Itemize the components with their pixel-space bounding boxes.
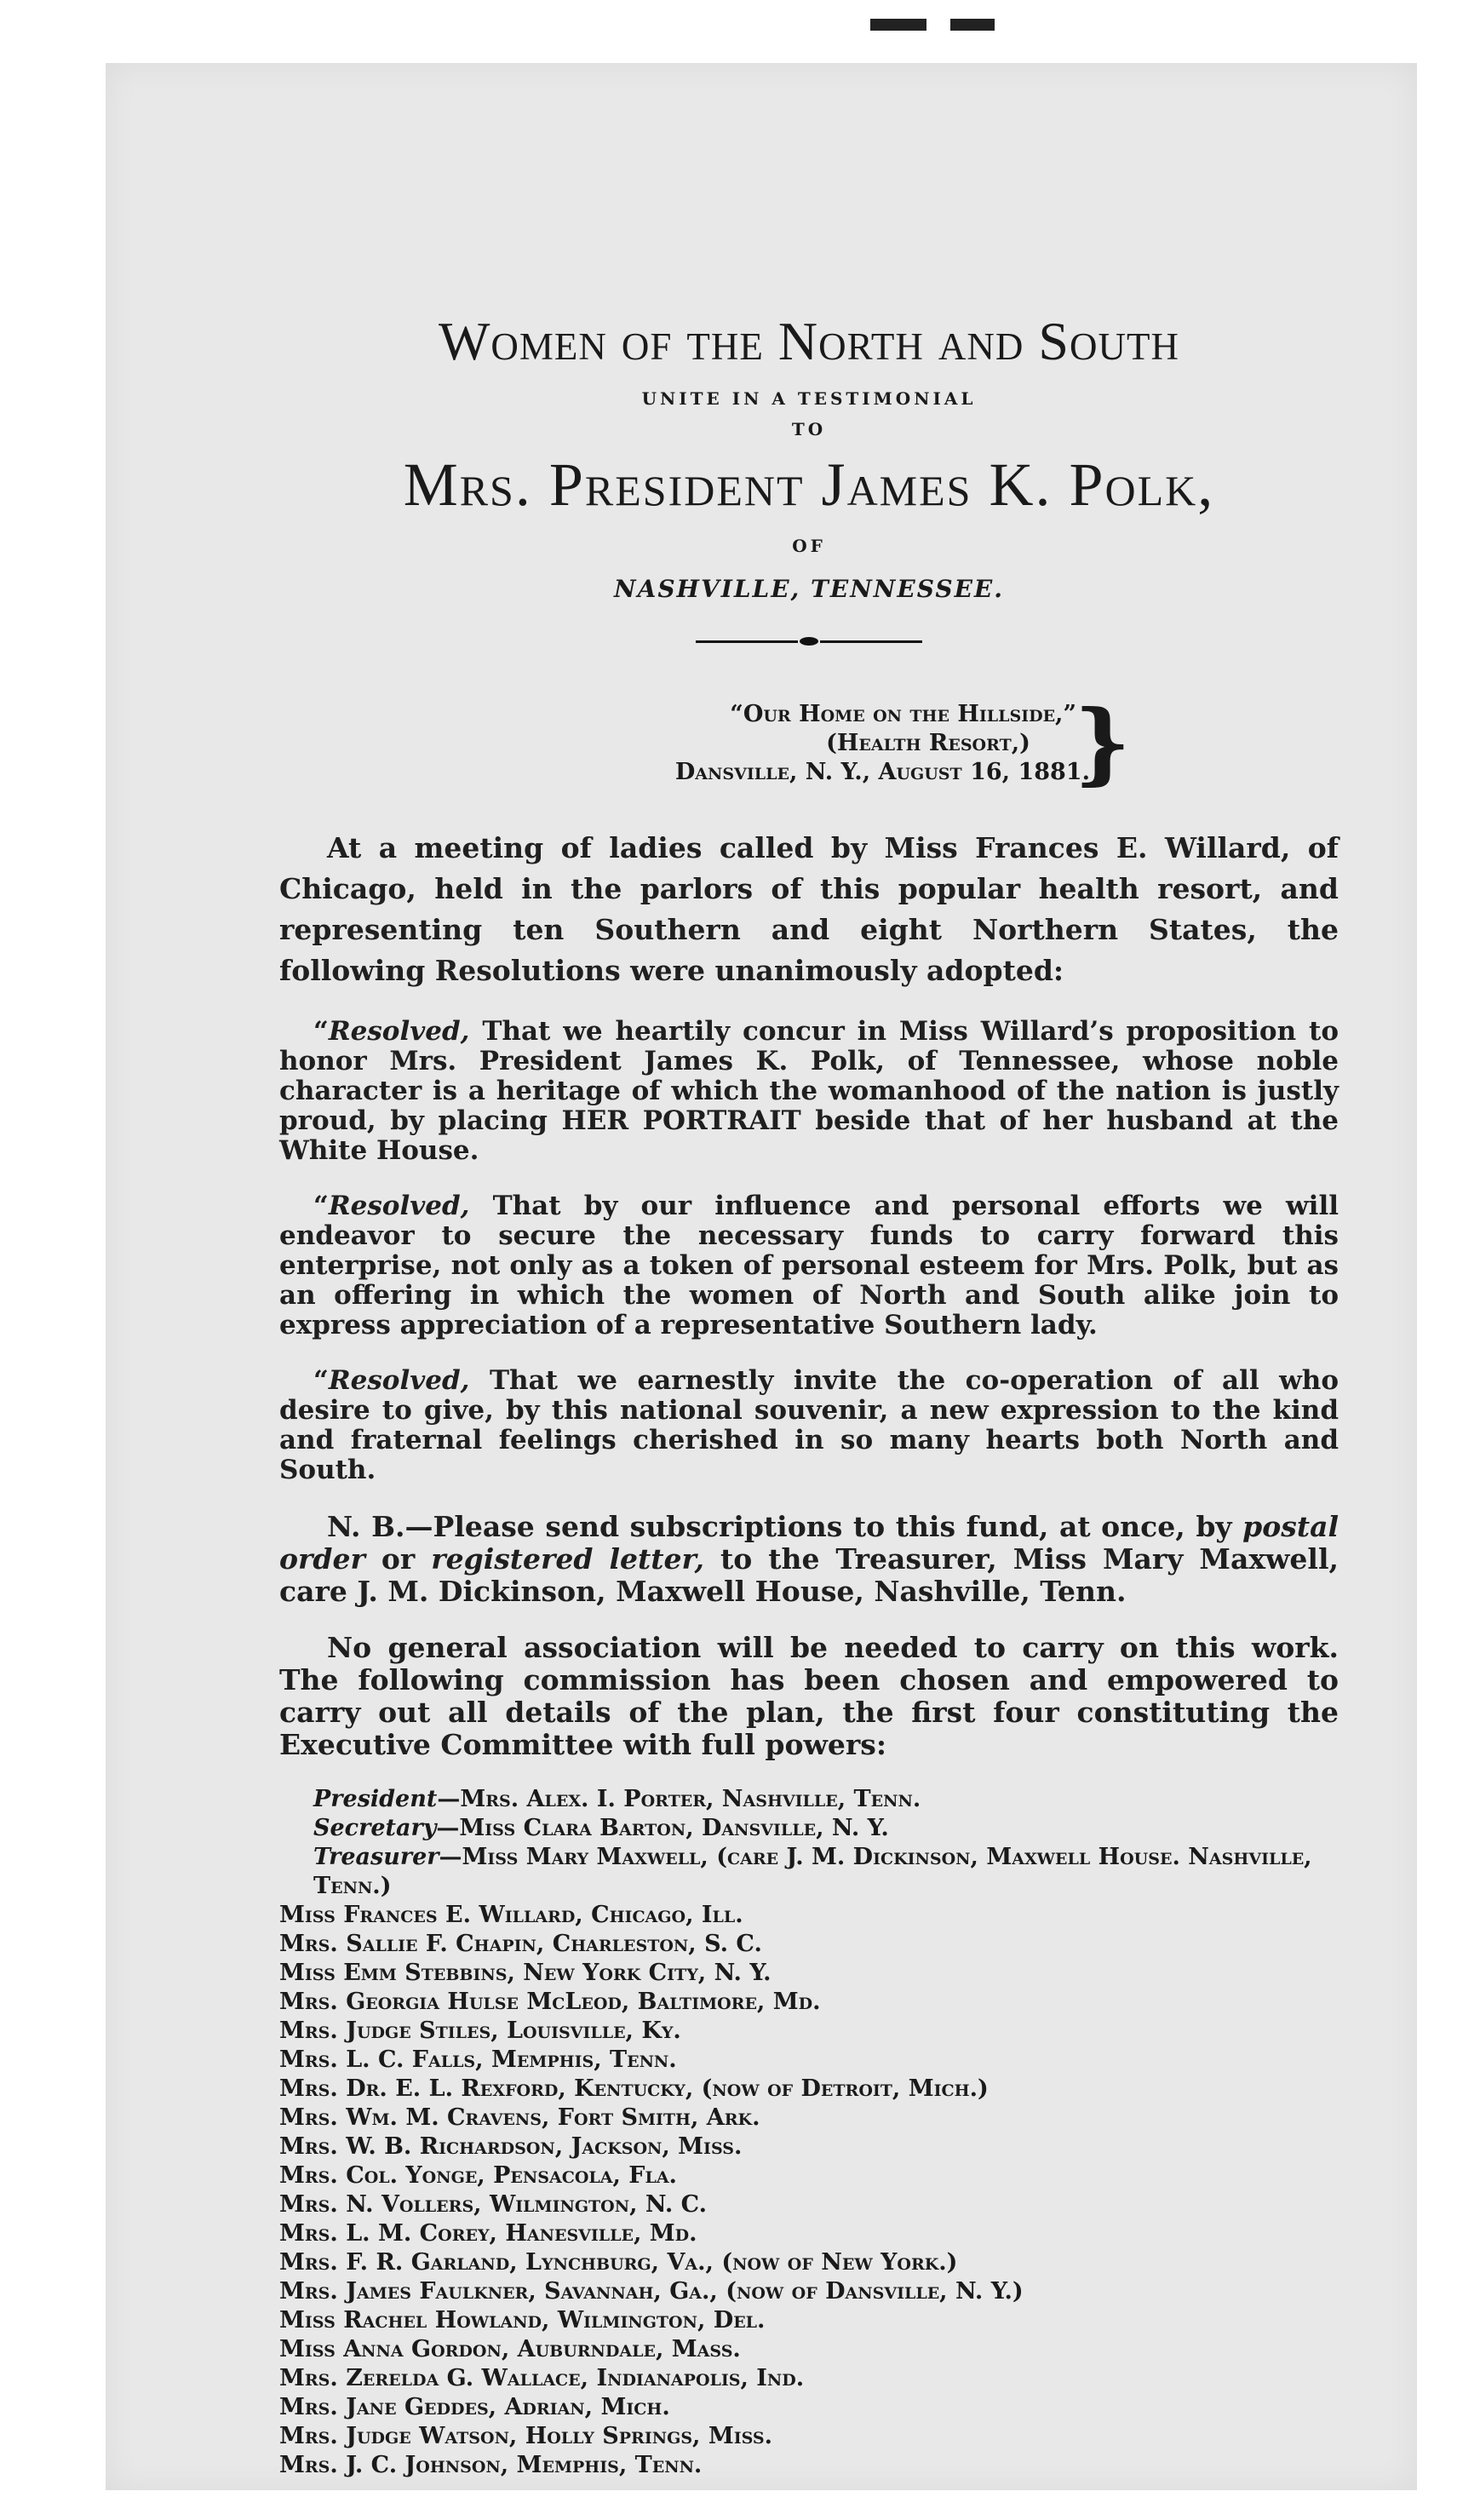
- rule-ornament: [800, 637, 818, 646]
- officer-treasurer: Treasurer—Miss Mary Maxwell, (care J. M. Dickinson, Maxwell House. Nashville, Tenn.): [313, 1844, 1312, 1899]
- nb-lead: N. B.—Please send subscriptions to this fund, at once, by: [327, 1510, 1232, 1543]
- commission-member: Miss Rachel Howland, Wilmington, Del.: [279, 2307, 766, 2333]
- nb-paragraph: [279, 1511, 1339, 1608]
- title-line-1: Women of the North and South: [439, 311, 1179, 371]
- commission-member: Mrs. Judge Stiles, Louisville, Ky.: [279, 2018, 681, 2044]
- title-location: NASHVILLE, TENNESSEE.: [614, 575, 1004, 603]
- commission-member: Mrs. Sallie F. Chapin, Charleston, S. C.: [279, 1931, 762, 1957]
- commission-member: Mrs. L. M. Corey, Hanesville, Md.: [279, 2220, 697, 2247]
- commission-member: Mrs. Dr. E. L. Rexford, Kentucky, (now of Detroit, Mich.): [279, 2075, 989, 2102]
- officer-name: Miss Mary Maxwell, (care J. M. Dickinson, Maxwell House. Nashville, Tenn.): [313, 1844, 1312, 1899]
- resolution-label: Resolved,: [328, 1365, 470, 1396]
- dateline: [656, 690, 1131, 795]
- officer-name: Miss Clara Barton, Dansville, N. Y.: [459, 1815, 889, 1841]
- title-line-2: UNITE IN A TESTIMONIAL: [641, 388, 977, 409]
- commission-member: Mrs. Col. Yonge, Pensacola, Fla.: [279, 2162, 677, 2189]
- commission-member: Mrs. Judge Watson, Holly Springs, Miss.: [279, 2423, 773, 2449]
- commission-member: Mrs. J. C. Johnson, Memphis, Tenn.: [279, 2452, 703, 2478]
- scan-mark: [950, 19, 995, 31]
- commission-member: Miss Frances E. Willard, Chicago, Ill.: [279, 1902, 743, 1928]
- commission-member: Mrs. Jane Geddes, Adrian, Mich.: [279, 2394, 670, 2420]
- resolution-text: beside that of her husband at the White House.: [279, 1105, 1339, 1166]
- resolution-text: That we heartily concur in Miss Willard’s proposition to honor Mrs. President James K. Polk, of Tennessee, whose noble character is a heritage of which the womanhood of the nation is justly proud, by placing: [279, 1016, 1339, 1136]
- commission-member: Mrs. L. C. Falls, Memphis, Tenn.: [279, 2046, 677, 2073]
- commission-member: Mrs. Wm. M. Cravens, Fort Smith, Ark.: [279, 2104, 760, 2131]
- resolution-emphasis: HER PORTRAIT: [561, 1105, 801, 1136]
- officer-name: Mrs. Alex. I. Porter, Nashville, Tenn.: [460, 1786, 921, 1812]
- resolution-2: “Resolved, That by our influence and personal efforts we will endeavor to secure the necessary funds to carry forward this enterprise, not only as a token of personal esteem for Mrs. Polk, but as an offering in which the women of North and South alike join to express appreciation of a representative Southern lady.: [279, 1191, 1339, 1340]
- dateline-line-1: “Our Home on the Hillside,”: [730, 701, 1076, 727]
- officer-role: President: [313, 1786, 438, 1812]
- commission-member: Mrs. Zerelda G. Wallace, Indianapolis, Ind.: [279, 2365, 805, 2391]
- commission-list: [279, 1785, 1339, 2480]
- commission-member: Miss Emm Stebbins, New York City, N. Y.: [279, 1960, 772, 1986]
- dateline-line-3: Dansville, N. Y., August 16, 1881.: [674, 759, 1090, 785]
- nb-or: or: [381, 1542, 416, 1576]
- resolution-3: “Resolved, That we earnestly invite the co-operation of all who desire to give, by this national souvenir, a new expression to the kind and fraternal feelings cherished in so many hearts both North and South.: [279, 1365, 1339, 1485]
- document-sheet: [106, 63, 1417, 2490]
- ornamental-rule: [279, 637, 1339, 646]
- dateline-line-2: (Health Resort,): [826, 730, 1030, 756]
- nb-postal-order: postal order: [279, 1510, 1339, 1576]
- nb-registered-letter: registered letter,: [431, 1542, 704, 1576]
- dateline-brace: }: [1074, 690, 1131, 795]
- commission-member: Miss Anna Gordon, Auburndale, Mass.: [279, 2336, 741, 2362]
- title-honoree: Mrs. President James K. Polk,: [403, 451, 1215, 519]
- title-line-5: OF: [792, 536, 826, 556]
- commission-member: Mrs. W. B. Richardson, Jackson, Miss.: [279, 2133, 743, 2160]
- commission-paragraph: No general association will be needed to carry on this work. The following commission has been chosen and empowered to carry out all details of the plan, the first four constituting the Executive Committee with full powers:: [279, 1631, 1339, 1761]
- scan-mark: [870, 19, 926, 31]
- rule-right: [820, 640, 922, 643]
- intro-paragraph: At a meeting of ladies called by Miss Frances E. Willard, of Chicago, held in the parlors of this popular health resort, and representing ten Southern and eight Northern States, the following Resolutions were unanimously adopted:: [279, 831, 1339, 987]
- commission-member: Mrs. N. Vollers, Wilmington, N. C.: [279, 2191, 708, 2218]
- nb-tail: to the Treasurer, Miss Mary Maxwell, care J. M. Dickinson, Maxwell House, Nashville, Tenn.: [279, 1542, 1339, 1608]
- officer-president: President—Mrs. Alex. I. Porter, Nashville, Tenn.: [313, 1786, 921, 1812]
- commission-member: Mrs. F. R. Garland, Lynchburg, Va., (now of New York.): [279, 2249, 958, 2276]
- officer-role: Secretary: [313, 1815, 437, 1841]
- resolution-label: Resolved,: [328, 1191, 470, 1221]
- commission-member: Mrs. Georgia Hulse McLeod, Baltimore, Md.: [279, 1989, 821, 2015]
- commission-member: Mrs. James Faulkner, Savannah, Ga., (now of Dansville, N. Y.): [279, 2278, 1024, 2305]
- rule-left: [696, 640, 798, 643]
- document-body: [279, 310, 1339, 2480]
- resolution-text: That we earnestly invite the co-operation of all who desire to give, by this national souvenir, a new expression to the kind and fraternal feelings cherished in so many hearts both North and South.: [279, 1365, 1339, 1485]
- resolution-1: “Resolved, That we heartily concur in Miss Willard’s proposition to honor Mrs. President James K. Polk, of Tennessee, whose noble character is a heritage of which the womanhood of the nation is justly proud, by placing HER PORTRAIT beside that of her husband at the White House.: [279, 1016, 1339, 1166]
- resolution-label: Resolved,: [328, 1016, 470, 1047]
- title-line-3: TO: [791, 419, 827, 439]
- officer-secretary: Secretary—Miss Clara Barton, Dansville, N. Y.: [313, 1815, 889, 1841]
- officer-role: Treasurer: [313, 1844, 439, 1870]
- resolution-text: That by our influence and personal efforts we will endeavor to secure the necessary funds to carry forward this enterprise, not only as a token of personal esteem for Mrs. Polk, but as an offering in which the women of North and South alike join to express appreciation of a representative Southern lady.: [279, 1191, 1339, 1340]
